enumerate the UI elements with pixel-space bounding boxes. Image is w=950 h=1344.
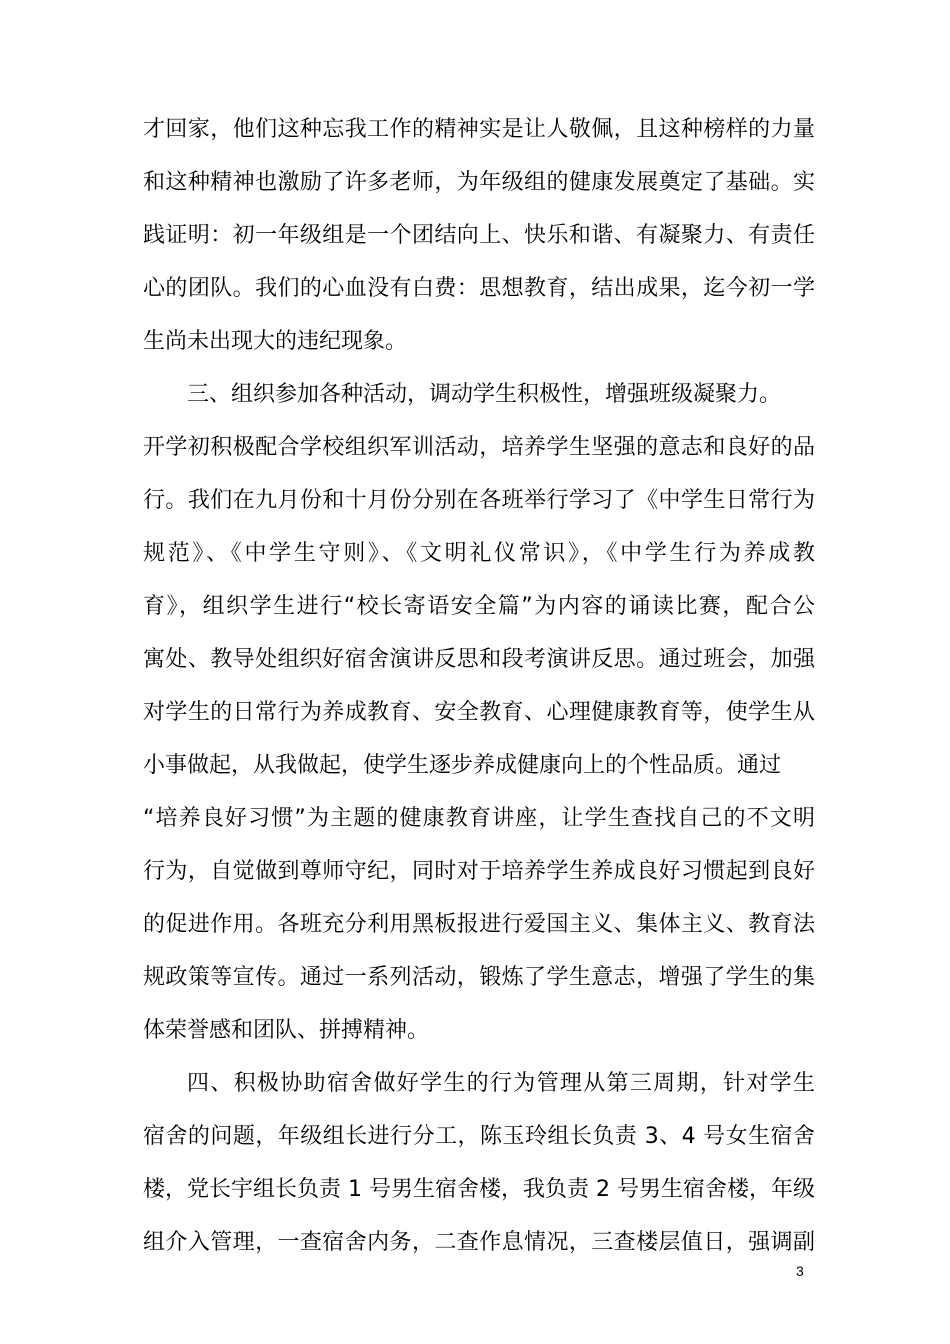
text-line: 才回家，他们这种忘我工作的精神实是让人敬佩，且这种榜样的力量 [143, 117, 815, 142]
text-line: 规范》、《中学生守则》、《文明礼仪常识》，《中学生行为养成教 [143, 541, 815, 566]
text-line: 体荣誉感和团队、拼搏精神。 [143, 1018, 430, 1043]
page-number: 3 [796, 1263, 804, 1279]
text-line: 育》，组织学生进行“校长寄语安全篇”为内容的诵读比赛，配合公 [143, 594, 815, 619]
text-line: 寓处、教导处组织好宿舍演讲反思和段考演讲反思。通过班会，加强 [143, 647, 815, 672]
text-line: 小事做起，从我做起，使学生逐步养成健康向上的个性品质。通过 [143, 753, 782, 778]
text-line: 行。我们在九月份和十月份分别在各班举行学习了《中学生日常行为 [143, 488, 815, 513]
text-line: 心的团队。我们的心血没有白费：思想教育，结出成果，迄今初一学 [143, 276, 815, 301]
text-line: 的促进作用。各班充分利用黑板报进行爱国主义、集体主义、教育法 [143, 912, 815, 937]
text-line: 践证明：初一年级组是一个团结向上、快乐和谐、有凝聚力、有责任 [143, 223, 815, 248]
text-line: 组介入管理，一查宿舍内务，二查作息情况，三查楼层值日，强调副 [143, 1230, 815, 1255]
text-line: 生尚未出现大的违纪现象。 [143, 329, 408, 354]
text-line: 行为，自觉做到尊师守纪，同时对于培养学生养成良好习惯起到良好 [143, 859, 815, 884]
text-line: 楼，党长宇组长负责 1 号男生宿舍楼，我负责 2 号男生宿舍楼，年级 [143, 1177, 815, 1202]
text-line: 和这种精神也激励了许多老师，为年级组的健康发展奠定了基础。实 [143, 170, 815, 195]
text-line: 开学初积极配合学校组织军训活动，培养学生坚强的意志和良好的品 [143, 435, 815, 460]
text-line: “培养良好习惯”为主题的健康教育讲座，让学生查找自己的不文明 [143, 806, 815, 831]
text-line: 宿舍的问题，年级组长进行分工，陈玉玲组长负责 3、4 号女生宿舍 [143, 1124, 815, 1149]
body-text [143, 103, 815, 1269]
section-heading-four: 四、积极协助宿舍做好学生的行为管理从第三周期，针对学生 [187, 1071, 815, 1096]
text-line: 规政策等宣传。通过一系列活动，锻炼了学生意志，增强了学生的集 [143, 965, 815, 990]
text-line: 对学生的日常行为养成教育、安全教育、心理健康教育等，使学生从 [143, 700, 815, 725]
section-heading-three: 三、组织参加各种活动，调动学生积极性，增强班级凝聚力。 [187, 382, 782, 407]
